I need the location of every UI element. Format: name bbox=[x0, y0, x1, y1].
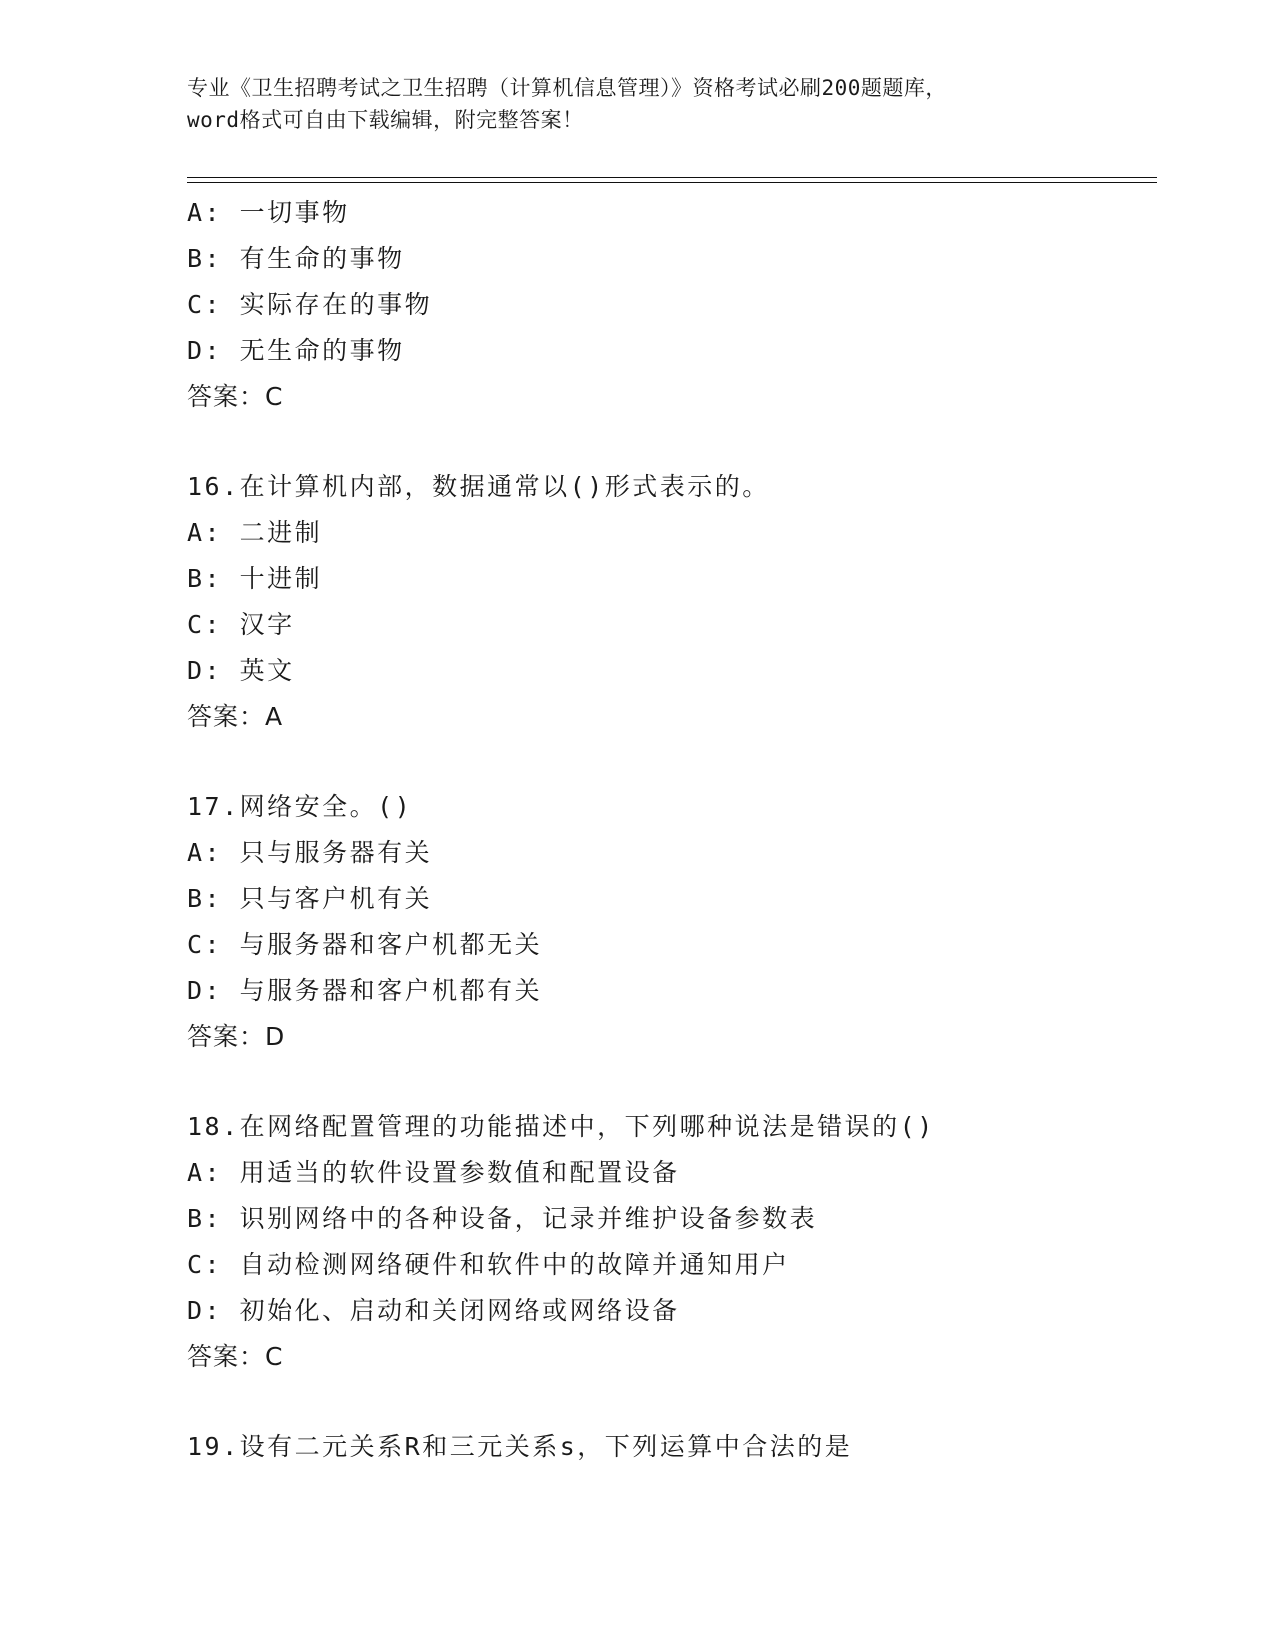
option-d: D: 英文 bbox=[187, 656, 295, 685]
question-stem: 19.设有二元关系R和三元关系s，下列运算中合法的是 bbox=[187, 1432, 853, 1461]
document-header bbox=[187, 72, 1087, 136]
option-b: B: 识别网络中的各种设备，记录并维护设备参数表 bbox=[187, 1204, 818, 1233]
spacer bbox=[187, 420, 1157, 464]
header-divider-bottom bbox=[187, 182, 1157, 183]
question-block-15 bbox=[187, 190, 1157, 420]
question-stem: 18.在网络配置管理的功能描述中，下列哪种说法是错误的() bbox=[187, 1112, 935, 1141]
header-title-line-1: 专业《卫生招聘考试之卫生招聘（计算机信息管理）》资格考试必刷200题题库， bbox=[187, 76, 947, 100]
spacer bbox=[187, 1060, 1157, 1104]
option-b: B: 十进制 bbox=[187, 564, 323, 593]
option-a: A: 二进制 bbox=[187, 518, 323, 547]
question-list bbox=[187, 190, 1157, 1470]
option-d: D: 无生命的事物 bbox=[187, 336, 405, 365]
option-a: A: 用适当的软件设置参数值和配置设备 bbox=[187, 1158, 680, 1187]
option-d: D: 与服务器和客户机都有关 bbox=[187, 976, 543, 1005]
spacer bbox=[187, 1380, 1157, 1424]
header-divider-top bbox=[187, 177, 1157, 178]
option-b: B: 只与客户机有关 bbox=[187, 884, 433, 913]
option-c: C: 实际存在的事物 bbox=[187, 290, 433, 319]
spacer bbox=[187, 740, 1157, 784]
answer-label: 答案：C bbox=[187, 382, 284, 411]
question-block-17 bbox=[187, 784, 1157, 1060]
option-b: B: 有生命的事物 bbox=[187, 244, 405, 273]
option-c: C: 自动检测网络硬件和软件中的故障并通知用户 bbox=[187, 1250, 790, 1279]
option-a: A: 只与服务器有关 bbox=[187, 838, 433, 867]
option-a: A: 一切事物 bbox=[187, 198, 350, 227]
answer-label: 答案：A bbox=[187, 702, 284, 731]
question-stem: 16.在计算机内部，数据通常以()形式表示的。 bbox=[187, 472, 770, 501]
answer-label: 答案：C bbox=[187, 1342, 284, 1371]
header-title-line-2: word格式可自由下载编辑，附完整答案！ bbox=[187, 108, 584, 132]
option-d: D: 初始化、启动和关闭网络或网络设备 bbox=[187, 1296, 680, 1325]
option-c: C: 与服务器和客户机都无关 bbox=[187, 930, 543, 959]
answer-label: 答案：D bbox=[187, 1022, 286, 1051]
question-stem: 17.网络安全。() bbox=[187, 792, 413, 821]
question-block-16 bbox=[187, 464, 1157, 740]
option-c: C: 汉字 bbox=[187, 610, 295, 639]
question-block-19 bbox=[187, 1424, 1157, 1470]
question-block-18 bbox=[187, 1104, 1157, 1380]
